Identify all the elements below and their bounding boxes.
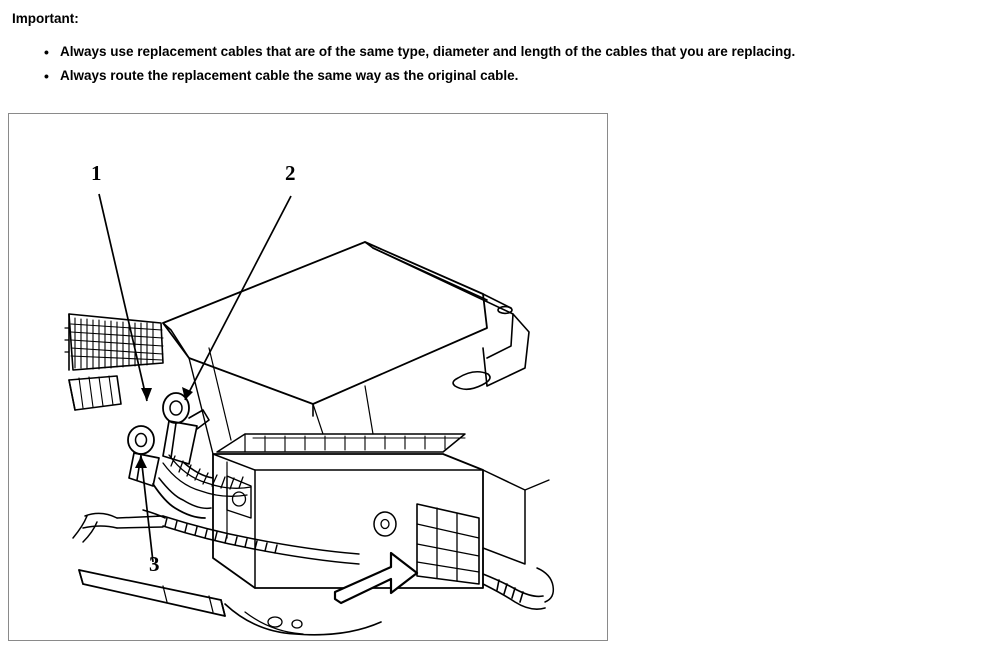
figure-illustration xyxy=(13,118,603,636)
figure-frame xyxy=(8,113,608,641)
list-item: • Always use replacement cables that are of the same type, diameter and length of the cables that you are replacing. xyxy=(44,40,977,64)
notes-list xyxy=(10,40,977,88)
callout-number-1: 1 xyxy=(91,161,102,185)
callout-number-3: 3 xyxy=(149,552,160,576)
list-item: • Always route the replacement cable the same way as the original cable. xyxy=(44,64,977,88)
callout-number-2: 2 xyxy=(285,161,296,185)
engine-compartment-line-drawing xyxy=(13,118,603,636)
forward-vehicle-direction-arrow xyxy=(335,553,417,603)
important-heading: Important: xyxy=(12,11,79,26)
